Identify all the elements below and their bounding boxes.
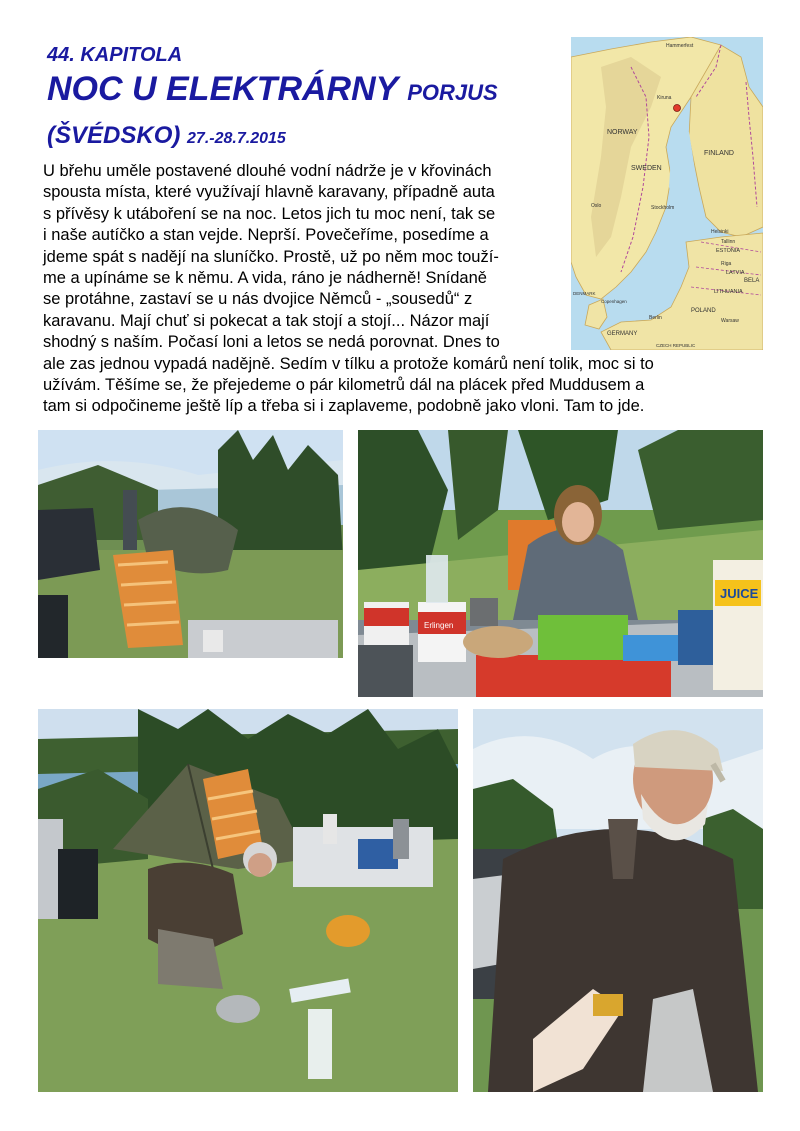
text-line: i naše autíčko a stan vejde. Neprší. Povečeříme, posedíme a	[43, 226, 489, 244]
juice-label: JUICE	[720, 586, 759, 601]
text-line: U břehu uměle postavené dlouhé vodní nádrže je v křovinách	[43, 162, 492, 180]
country-label: (ŠVÉDSKO)	[47, 122, 181, 149]
scandinavia-map	[571, 37, 763, 350]
map-label: GERMANY	[607, 331, 638, 337]
photo-breakfast-woman	[358, 430, 763, 697]
map-label: Kiruna	[657, 95, 672, 101]
photo-campsite-tent	[38, 430, 343, 658]
page-title	[47, 70, 498, 109]
photo-bearded-man	[473, 709, 763, 1092]
chapter-number: 44. KAPITOLA	[47, 44, 183, 66]
text-line: tam si odpočineme ještě líp a třeba si i zaplaveme, podobně jako vloni. Tam to jde.	[43, 397, 645, 415]
map-label: Berlin	[649, 315, 662, 321]
map-label: Hammerfest	[666, 43, 694, 49]
map-label: Warsaw	[721, 318, 739, 324]
text-line: jdeme spát s nadějí na sluníčko. Prostě, už po něm moc touží-	[43, 248, 499, 266]
photo-man-cooking	[38, 709, 458, 1092]
map-label: LITHUANIA	[714, 289, 743, 295]
title-place: PORJUS	[407, 80, 498, 105]
text-line: shodný s naším. Počasí loni a letos se nedá porovnat. Dnes to	[43, 333, 500, 351]
date-range: 27.-28.7.2015	[187, 130, 286, 147]
text-line: se protáhne, zastaví se u nás dvojice Němců - „sousedů“ z	[43, 290, 473, 308]
map-label: ESTONIA	[716, 248, 741, 254]
map-label: POLAND	[691, 308, 716, 314]
text-line: s přívěsy k utáboření se na noc. Letos jich tu moc není, tak se	[43, 205, 496, 223]
map-label: Tallinn	[721, 239, 736, 245]
map-label: Stockholm	[651, 205, 675, 211]
map-label: DENMARK	[573, 291, 596, 296]
subtitle	[47, 122, 286, 150]
title-main: NOC U ELEKTRÁRNY	[47, 70, 398, 108]
map-label: BELA	[744, 278, 760, 284]
map-label: Oslo	[591, 203, 602, 209]
text-line: karavanu. Mají chuť si pokecat a tak stojí a stojí... Názor mají	[43, 312, 490, 330]
map-label: NORWAY	[607, 129, 638, 136]
map-label: LATVIA	[726, 270, 745, 276]
map-label: FINLAND	[704, 150, 734, 157]
map-graphic	[571, 37, 763, 350]
text-line: užívám. Těšíme se, že přejedeme o pár kilometrů dál na plácek před Muddusem a	[43, 376, 645, 394]
text-line: me a upínáme se k němu. A vida, ráno je nádherně! Snídaně	[43, 269, 487, 287]
text-line: spousta místa, které využívají hlavně karavany, případně auta	[43, 183, 495, 201]
map-label: Riga	[721, 261, 732, 267]
cup-label: Erlingen	[424, 621, 454, 630]
map-label: CZECH REPUBLIC	[656, 343, 696, 348]
text-line: ale zas jednou vypadá nadějně. Sedím v tílku a protože komárů není tolik, moc si to	[43, 355, 654, 373]
map-label: SWEDEN	[631, 165, 662, 172]
map-label: Copenhagen	[601, 299, 627, 304]
map-label: Helsinki	[711, 229, 729, 235]
porjus-marker-icon	[674, 105, 681, 112]
